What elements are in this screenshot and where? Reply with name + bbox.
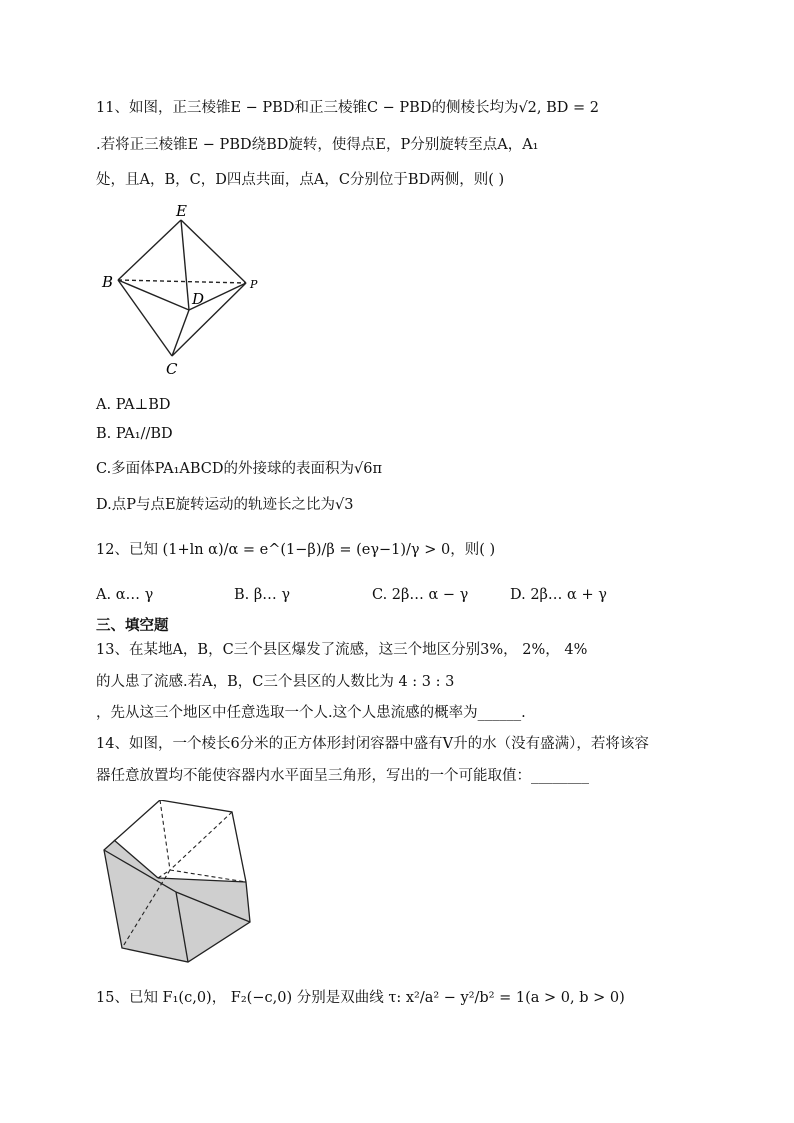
q11-option-d: D.点P与点E旋转运动的轨迹长之比为√3 <box>96 497 354 513</box>
q14-line-1: 14、如图，一个棱长6分米的正方体形封闭容器中盛有V升的水（没有盛满），若将该容 <box>96 736 649 752</box>
edge-DC <box>172 310 189 356</box>
q14-line-2: 器任意放置均不能使容器内水平面呈三角形，写出的一个可能取值：________ <box>96 768 589 784</box>
label-D: D <box>192 290 205 308</box>
q12-stem: 12、已知 (1+ln α)/α = e^(1−β)/β = (eγ−1)/γ > 0，则( ) <box>96 542 496 558</box>
edge-ED <box>181 220 189 310</box>
hidden-edge-4 <box>170 812 232 870</box>
q15-line-1: 15、已知 F₁(c,0)， F₂(−c,0) 分别是双曲线 τ: x²/a² − y²/b² = 1(a > 0, b > 0) <box>96 990 625 1006</box>
q11-option-a: A. PA⊥BD <box>96 397 171 413</box>
q14-cube-figure <box>96 800 256 965</box>
q11-line-1: 11、如图，正三棱锥E − PBD和正三棱锥C − PBD的侧棱长均为√2, BD = 2 <box>96 100 599 116</box>
q11-option-c: C.多面体PA₁ABCD的外接球的表面积为√6π <box>96 461 383 477</box>
section-fill-in-heading: 三、填空题 <box>96 617 169 634</box>
q12-option-a: A. α… γ <box>96 587 154 603</box>
hidden-edge-1 <box>160 800 170 870</box>
q13-line-3: ，先从这三个地区中任意选取一个人.这个人患流感的概率为______. <box>96 705 526 721</box>
label-E: E <box>176 202 187 220</box>
hidden-edge-5 <box>158 870 170 878</box>
q11-option-b: B. PA₁//BD <box>96 426 173 442</box>
q13-line-2: 的人患了流感.若A，B，C三个县区的人数比为 4 : 3 : 3 <box>96 674 455 690</box>
q11-line-2: .若将正三棱锥E − PBD绕BD旋转，使得点E，P分别旋转至点A，A₁ <box>96 137 539 153</box>
edge-EP <box>181 220 246 283</box>
label-P: P <box>250 278 258 291</box>
q12-option-c: C. 2β… α − γ <box>372 587 469 603</box>
q11-line-3: 处，且A，B，C，D四点共面，点A，C分别位于BD两侧，则( ) <box>96 172 505 188</box>
q12-option-d: D. 2β… α + γ <box>510 587 607 603</box>
label-B: B <box>102 273 114 291</box>
q11-pyramid-figure <box>96 198 286 380</box>
edge-BP-hidden <box>118 280 246 283</box>
q12-option-b: B. β… γ <box>234 587 291 603</box>
edge-EB <box>118 220 181 280</box>
q13-line-1: 13、在某地A，B，C三个县区爆发了流感，这三个地区分别3%， 2%， 4% <box>96 642 588 658</box>
label-C: C <box>166 360 178 378</box>
edge-PC <box>172 283 246 356</box>
